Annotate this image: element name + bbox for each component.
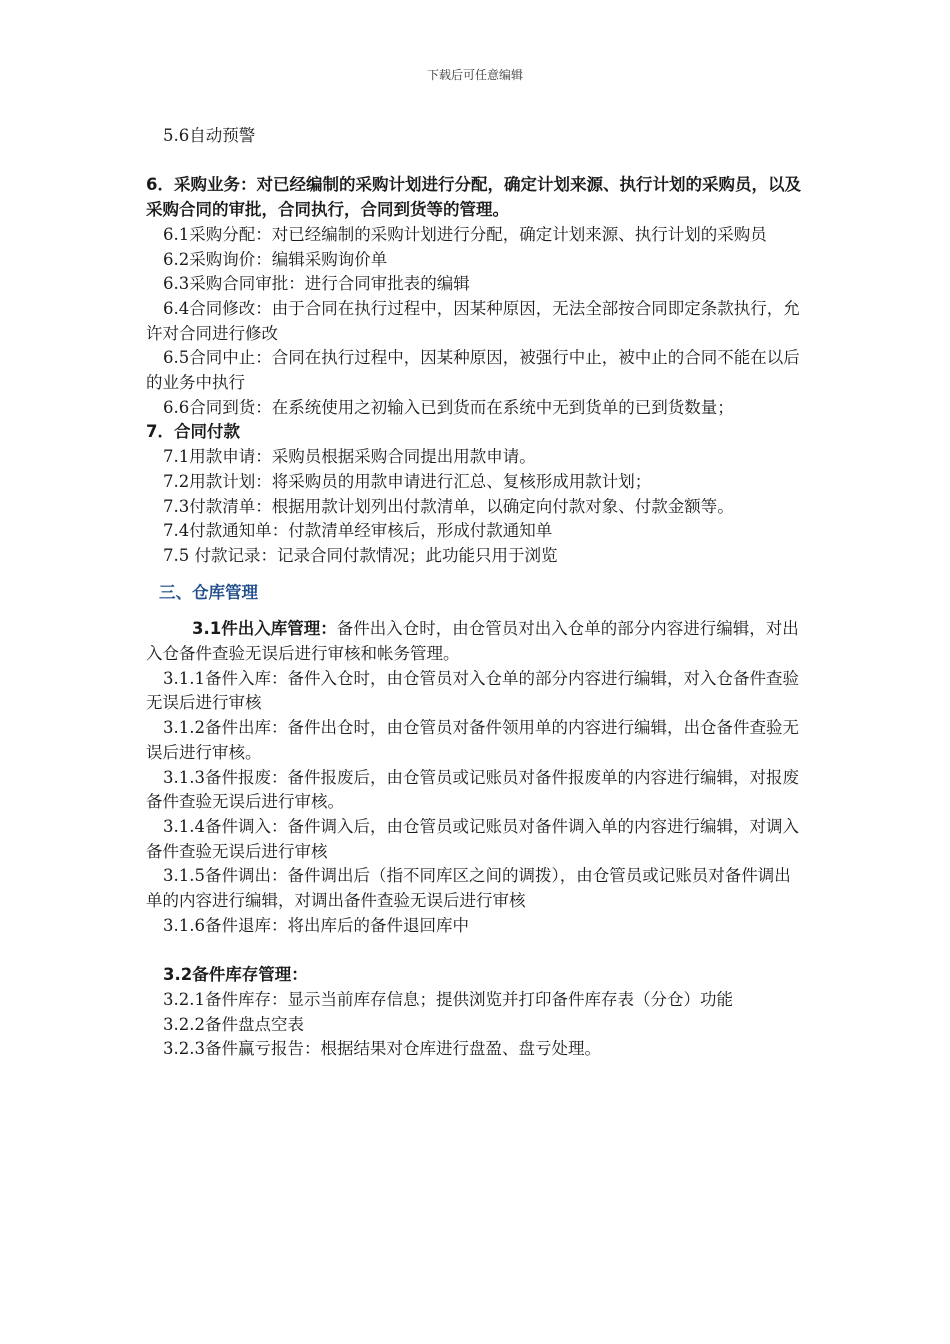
- document-body: [146, 124, 806, 1062]
- item-3-1-4: 3.1.4备件调入：备件调入后，由仓管员或记账员对备件调入单的内容进行编辑，对调入备件查验无误后进行审核: [146, 816, 799, 861]
- item-3-1-5: 3.1.5备件调出：备件调出后（指不同库区之间的调拨），由仓管员或记账员对备件调出单的内容进行编辑，对调出备件查验无误后进行审核: [146, 866, 791, 911]
- item-7-5: 7.5 付款记录：记录合同付款情况；此功能只用于浏览: [163, 545, 558, 565]
- item-3-1-1: 3.1.1备件入库：备件入仓时，由仓管员对入仓单的部分内容进行编辑，对入仓备件查验无误后进行审核: [146, 668, 799, 713]
- item-3-2-heading: 3.2备件库存管理：: [163, 965, 308, 985]
- item-3-1-3: 3.1.3备件报废：备件报废后，由仓管员或记账员对备件报废单的内容进行编辑，对报废备件查验无误后进行审核。: [146, 767, 799, 812]
- item-6-2: 6.2采购询价：编辑采购询价单: [163, 249, 388, 269]
- item-3-2-2: 3.2.2备件盘点空表: [163, 1014, 304, 1034]
- item-3-1-body: 备件出入仓时，由仓管员对出入仓单的部分内容进行编辑，对出入仓备件查验无误后进行审核和帐务管理。: [146, 619, 799, 664]
- chapter-3-heading: 三、仓库管理: [159, 582, 258, 602]
- page-header: 下载后可任意编辑: [426, 68, 523, 82]
- item-3-2-3: 3.2.3备件赢亏报告：根据结果对仓库进行盘盈、盘亏处理。: [163, 1039, 601, 1059]
- item-3-1-6: 3.1.6备件退库：将出库后的备件退回库中: [163, 915, 469, 935]
- item-6-6: 6.6合同到货：在系统使用之初输入已到货而在系统中无到货单的已到货数量；: [163, 397, 734, 417]
- item-3-1-title: 3.1件出入库管理：: [192, 619, 337, 639]
- item-3-2-1: 3.2.1备件库存：显示当前库存信息；提供浏览并打印备件库存表（分仓）功能: [163, 989, 733, 1009]
- item-6-5: 6.5合同中止：合同在执行过程中，因某种原因，被强行中止，被中止的合同不能在以后的业务中执行: [146, 348, 800, 393]
- item-7-1: 7.1用款申请：采购员根据采购合同提出用款申请。: [163, 447, 536, 467]
- item-7-4: 7.4付款通知单：付款清单经审核后，形成付款通知单: [163, 521, 553, 541]
- item-3-1: [146, 617, 806, 666]
- item-6-3: 6.3采购合同审批：进行合同审批表的编辑: [163, 274, 470, 294]
- section-7-heading: 7．合同付款: [146, 422, 240, 442]
- item-3-1-2: 3.1.2备件出库：备件出仓时，由仓管员对备件领用单的内容进行编辑，出仓备件查验无误后进行审核。: [146, 718, 799, 762]
- item-7-3: 7.3付款清单：根据用款计划列出付款清单，以确定向付款对象、付款金额等。: [163, 496, 734, 516]
- item-7-2: 7.2用款计划：将采购员的用款申请进行汇总、复核形成用款计划；: [163, 471, 652, 491]
- section-6-heading: 6．采购业务：对已经编制的采购计划进行分配，确定计划来源、执行计划的采购员，以及采购合同的审批，合同执行，合同到货等的管理。: [146, 175, 801, 220]
- item-5-6: 5.6自动预警: [163, 126, 256, 145]
- item-6-4: 6.4合同修改：由于合同在执行过程中，因某种原因，无法全部按合同即定条款执行，允许对合同进行修改: [146, 298, 800, 343]
- item-6-1: 6.1采购分配：对已经编制的采购计划进行分配，确定计划来源、执行计划的采购员: [163, 224, 767, 244]
